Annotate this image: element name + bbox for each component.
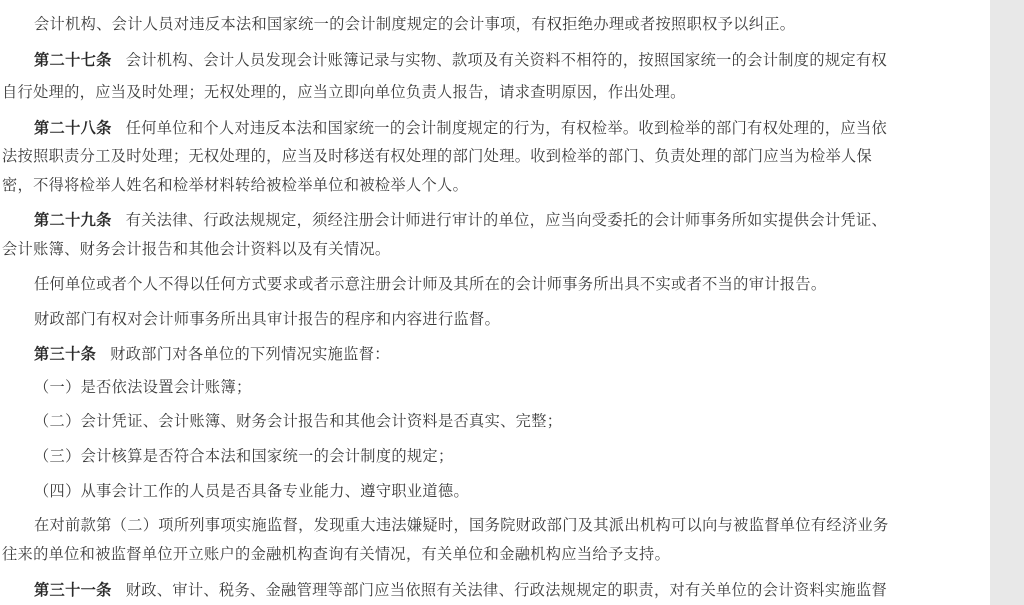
line-text: 自行处理的，应当及时处理；无权处理的，应当立即向单位负责人报告，请求查明原因，作出处理。 [2,83,686,101]
line-text: 财政、审计、税务、金融管理等部门应当依照有关法律、行政法规规定的职责，对有关单位的会计资料实施监督 [125,581,888,599]
line-text: （四）从事会计工作的人员是否具备专业能力、遵守职业道德。 [34,482,470,500]
line-text: （二）会计凭证、会计账簿、财务会计报告和其他会计资料是否真实、完整； [34,412,563,430]
line-text: 会计账簿、财务会计报告和其他会计资料以及有关情况。 [2,240,391,258]
list-item [34,481,469,501]
paragraph-line [34,210,887,230]
line-text: 有关法律、行政法规规定，须经注册会计师进行审计的单位，应当向受委托的会计师事务所如实提供会计凭证、 [125,211,888,229]
paragraph-line [34,14,795,34]
paragraph-line [2,175,468,195]
line-text: 法按照职责分工及时处理；无权处理的，应当及时移送有权处理的部门处理。收到检举的部门、负责处理的部门应当为检举人保 [2,147,873,165]
article-number: 第二十八条 [34,119,112,137]
paragraph-line [2,239,390,259]
paragraph-line [34,309,500,329]
paragraph-line [2,146,872,166]
paragraph-line [34,515,889,535]
line-text: 财政部门对各单位的下列情况实施监督： [110,345,390,363]
paragraph-line [34,274,826,294]
line-text: 往来的单位和被监督单位开立账户的金融机构查询有关情况，有关单位和金融机构应当给予支持。 [2,545,671,563]
list-item [34,446,454,466]
list-item [34,411,562,431]
article-number: 第三十条 [34,345,97,363]
paragraph-line [34,50,887,70]
line-text: 在对前款第（二）项所列事项实施监督，发现重大违法嫌疑时，国务院财政部门及其派出机构可以向与被监督单位有经济业务 [34,516,889,534]
line-text: （三）会计核算是否符合本法和国家统一的会计制度的规定； [34,447,454,465]
list-item [34,377,252,397]
paragraph-line [2,82,686,102]
line-text: 任何单位和个人对违反本法和国家统一的会计制度规定的行为，有权检举。收到检举的部门有权处理的，应当依 [125,119,888,137]
line-text: （一）是否依法设置会计账簿； [34,378,252,396]
article-number: 第二十七条 [34,51,112,69]
right-gutter [990,0,1024,605]
article-number: 第三十一条 [34,581,112,599]
article-number: 第二十九条 [34,211,112,229]
line-text: 会计机构、会计人员对违反本法和国家统一的会计制度规定的会计事项，有权拒绝办理或者按照职权予以纠正。 [34,15,796,33]
line-text: 任何单位或者个人不得以任何方式要求或者示意注册会计师及其所在的会计师事务所出具不实或者不当的审计报告。 [34,275,827,293]
paragraph-line [34,580,887,600]
line-text: 会计机构、会计人员发现会计账簿记录与实物、款项及有关资料不相符的，按照国家统一的会计制度的规定有权 [125,51,888,69]
paragraph-line [2,544,670,564]
line-text: 财政部门有权对会计师事务所出具审计报告的程序和内容进行监督。 [34,310,501,328]
paragraph-line [34,344,390,364]
paragraph-line [34,118,887,138]
line-text: 密，不得将检举人姓名和检举材料转给被检举单位和被检举人个人。 [2,176,469,194]
